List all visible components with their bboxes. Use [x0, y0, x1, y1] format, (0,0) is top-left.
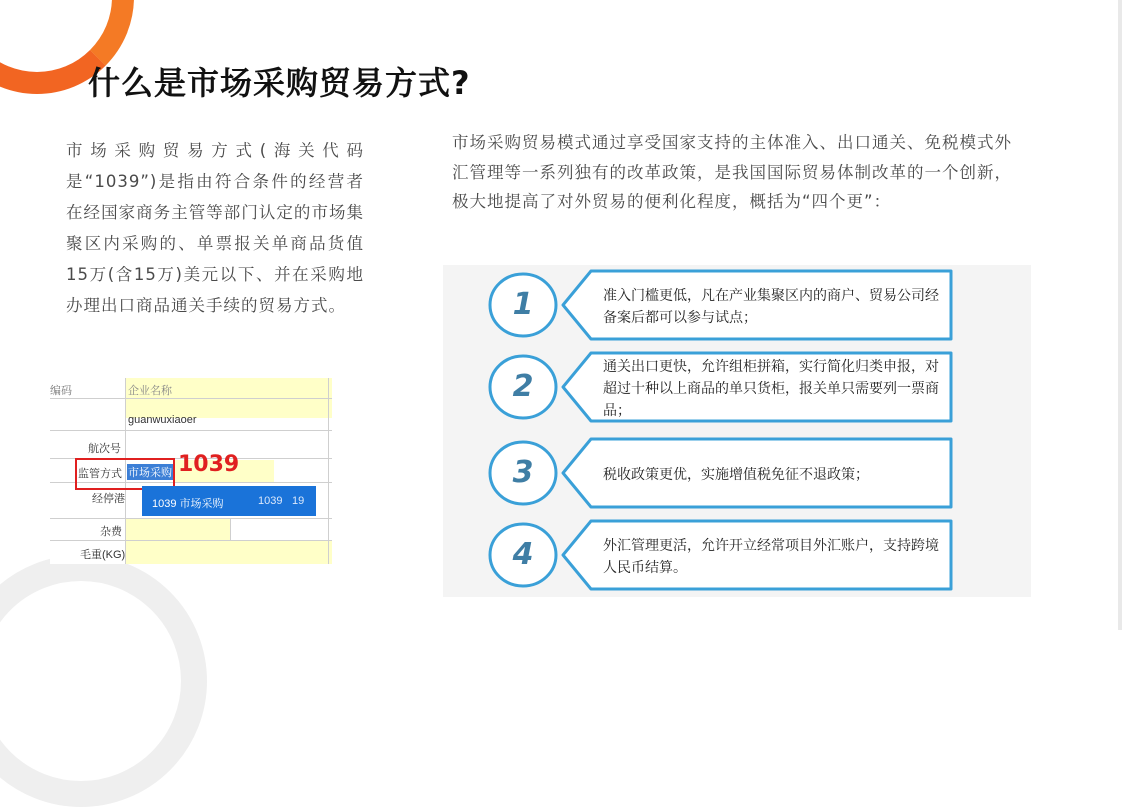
dropdown-option-num1: 1039: [258, 495, 283, 507]
form-label-misc: 杂费: [100, 526, 122, 538]
gray-ring-decoration: [0, 555, 207, 807]
step-4-text: 外汇管理更活，允许开立经常项目外汇账户，支持跨境人民币结算。: [603, 538, 939, 576]
form-label-weight: 毛重(KG): [80, 549, 126, 561]
definition-paragraph: 市场采购贸易方式(海关代码是“1039”)是指由符合条件的经营者在经国家商务主管等部门认定的市场集聚区内采购的、单票报关单商品货值15万(含15万)美元以下、并在采购地办理出口商品通关手续的贸易方式。: [66, 141, 364, 315]
step-3: [443, 435, 1031, 515]
step-2-text: 通关出口更快，允许组柜拼箱，实行简化归类申报，对超过十种以上商品的单只货柜，报关单只需要列一票商品；: [603, 359, 939, 419]
form-label-code: 编码: [50, 385, 72, 397]
reform-paragraph: 市场采购贸易模式通过享受国家支持的主体准入、出口通关、免税模式外汇管理等一系列独有的改革政策，是我国国际贸易体制改革的一个创新，极大地提高了对外贸易的便利化程度，概括为“四个更”：: [452, 133, 1012, 211]
step-1-number: 1: [512, 287, 534, 322]
form-supervision-value[interactable]: 市场采购: [127, 464, 173, 480]
customs-form-screenshot: [50, 378, 332, 564]
form-label-voyage: 航次号: [88, 443, 121, 455]
step-1-text: 准入门槛更低，凡在产业集聚区内的商户、贸易公司经备案后都可以参与试点；: [603, 288, 939, 326]
step-2-number: 2: [512, 369, 534, 404]
supervision-dropdown-option[interactable]: [142, 486, 316, 516]
form-label-company: 企业名称: [128, 385, 172, 397]
dropdown-option-label: 1039 市场采购: [152, 498, 224, 510]
step-4: [443, 517, 1031, 597]
form-label-port: 经停港: [92, 493, 125, 505]
form-company-value: guanwuxiaoer: [128, 414, 197, 426]
dropdown-option-num2: 19: [292, 495, 305, 507]
step-4-number: 4: [512, 537, 534, 572]
page-title: 什么是市场采购贸易方式?: [88, 64, 471, 102]
step-3-text: 税收政策更优，实施增值税免征不退政策；: [603, 467, 869, 483]
step-3-number: 3: [512, 455, 534, 490]
four-improvements-diagram: [443, 265, 1031, 597]
form-label-supervision: 监管方式: [78, 468, 122, 480]
step-2: [443, 349, 1031, 429]
step-1: [443, 267, 1031, 347]
supervision-code-callout: 1039: [178, 452, 240, 477]
right-edge-bar: [1118, 0, 1122, 630]
